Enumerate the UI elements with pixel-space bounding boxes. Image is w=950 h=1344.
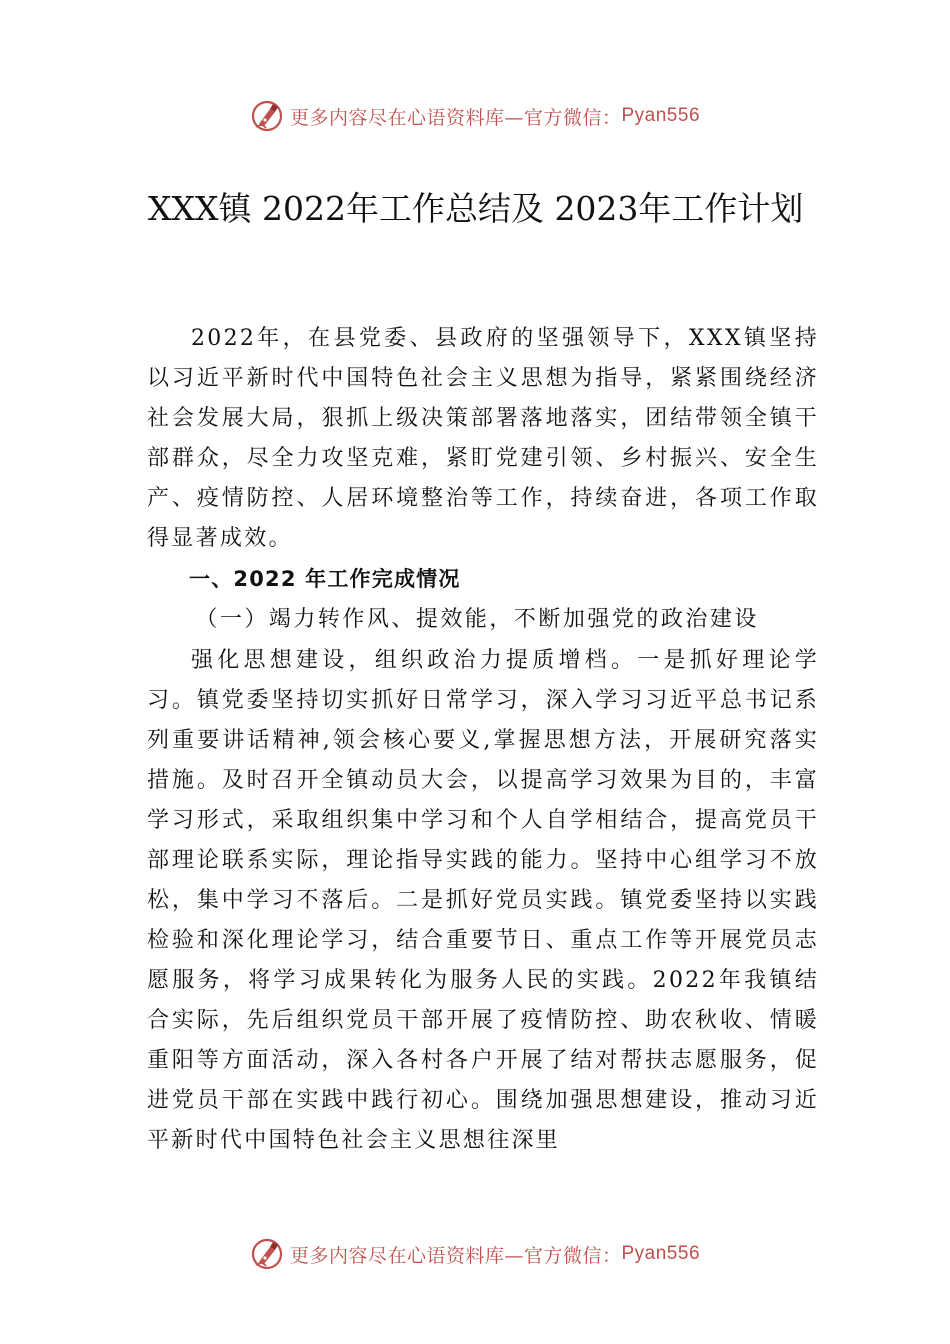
watermark-text: 更多内容尽在心语资料库—官方微信： (289, 106, 622, 129)
watermark-header (0, 96, 950, 136)
section-heading: 一、2022 年工作完成情况 (189, 567, 461, 591)
document-body (147, 319, 819, 1161)
watermark-footer (0, 1234, 950, 1274)
watermark-text: 更多内容尽在心语资料库—官方微信： (289, 1244, 622, 1267)
subsection-heading: （一）竭力转作风、提效能，不断加强党的政治建设 (195, 607, 759, 632)
pen-nib-logo-icon (250, 99, 284, 133)
body-paragraph: 强化思想建设，组织政治力提质增档。一是抓好理论学习。镇党委坚持切实抓好日常学习，深入学习习近平总书记系列重要讲话精神,领会核心要义,掌握思想方法，开展研究落实措施。及时召开全镇动员大会，以提高学习效果为目的，丰富学习形式，采取组织集中学习和个人自学相结合，提高党员干部理论联系实际，理论指导实践的能力。坚持中心组学习不放松，集中学习不落后。二是抓好党员实践。镇党委坚持以实践检验和深化理论学习，结合重要节日、重点工作等开展党员志愿服务，将学习成果转化为服务人民的实践。2022年我镇结合实际，先后组织党员干部开展了疫情防控、助农秋收、情暖重阳等方面活动，深入各村各户开展了结对帮扶志愿服务，促进党员干部在实践中践行初心。围绕加强思想建设，推动习近平新时代中国特色社会主义思想往深里 (147, 648, 819, 1153)
intro-paragraph: 2022年，在县党委、县政府的坚强领导下，XXX镇坚持以习近平新时代中国特色社会主义思想为指导，紧紧围绕经济社会发展大局，狠抓上级决策部署落地落实，团结带领全镇干部群众，尽全力攻坚克难，紧盯党建引领、乡村振兴、安全生产、疫情防控、人居环境整治等工作，持续奋进，各项工作取得显著成效。 (147, 326, 819, 551)
watermark-wechat-id: Pyan556 (621, 105, 701, 126)
document-title: XXX镇 2022年工作总结及 2023年工作计划 (148, 189, 804, 228)
watermark-wechat-id: Pyan556 (621, 1243, 701, 1264)
pen-nib-logo-icon (250, 1237, 284, 1271)
